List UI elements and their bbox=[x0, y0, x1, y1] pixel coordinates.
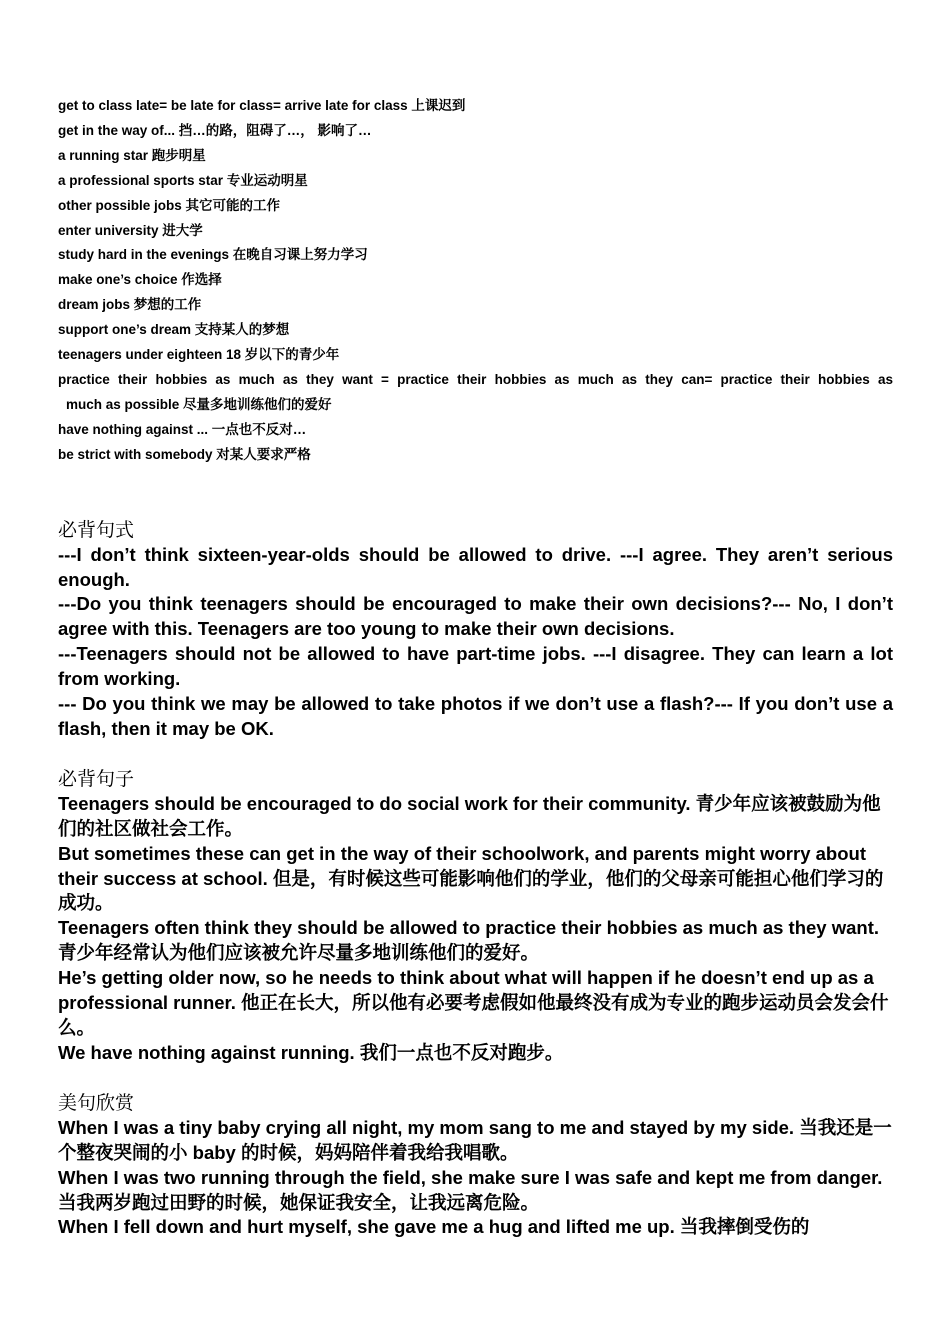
dialogue-line: ---I don’t think sixteen-year-olds should be allowed to drive. ---I agree. They aren’t serious enough. bbox=[58, 543, 893, 590]
phrase-item: have nothing against ... 一点也不反对… bbox=[58, 421, 307, 437]
phrase-item: be strict with somebody 对某人要求严格 bbox=[58, 446, 311, 462]
phrase-item-long: practice their hobbies as much as they want = practice their hobbies as much as they can= practice their hobbies as bbox=[58, 371, 893, 387]
section-title: 必背句子 bbox=[58, 768, 135, 790]
sentence-line: He’s getting older now, so he needs to think about what will happen if he doesn’t end up as a professional runner. 他正在长大，所以他有必要考虑假如他最终没有成为专业的跑步运动员会发会什么。 bbox=[58, 967, 889, 1038]
sentence-line: When I fell down and hurt myself, she gave me a hug and lifted me up. 当我摔倒受伤的 bbox=[58, 1216, 810, 1238]
dialogue-line: ---Teenagers should not be allowed to have part-time jobs. ---I disagree. They can learn a lot from working. bbox=[58, 643, 893, 690]
phrase-item-long-continued: much as possible 尽量多地训练他们的爱好 bbox=[66, 396, 332, 412]
phrase-item: other possible jobs 其它可能的工作 bbox=[58, 197, 281, 213]
phrase-item: get in the way of... 挡…的路，阻碍了…， 影响了… bbox=[58, 122, 372, 138]
sentence-line: Teenagers often think they should be allowed to practice their hobbies as much as they want. 青少年经常认为他们应该被允许尽量多地训练他们的爱好。 bbox=[58, 917, 880, 964]
phrase-item: dream jobs 梦想的工作 bbox=[58, 297, 202, 313]
phrase-list bbox=[58, 94, 893, 468]
section-sentence-patterns bbox=[58, 518, 893, 742]
dialogue-line: ---Do you think teenagers should be encouraged to make their own decisions?--- No, I don’t agree with this. Teenagers are too young to make their own decisions. bbox=[58, 593, 893, 640]
section-appreciation bbox=[58, 1091, 893, 1241]
phrase-item: get to class late= be late for class= arrive late for class 上课迟到 bbox=[58, 98, 466, 113]
spacer bbox=[58, 468, 893, 518]
section-key-sentences bbox=[58, 767, 893, 1066]
dialogue-line: --- Do you think we may be allowed to take photos if we don’t use a flash?--- If you don’t use a flash, then it may be OK. bbox=[58, 693, 893, 739]
section-title: 美句欣赏 bbox=[58, 1092, 135, 1114]
document-page bbox=[58, 94, 893, 1240]
sentence-line: When I was a tiny baby crying all night, my mom sang to me and stayed by my side. 当我还是一个整夜哭闹的小 baby 的时候，妈妈陪伴着我给我唱歌。 bbox=[58, 1116, 892, 1163]
phrase-item: teenagers under eighteen 18 岁以下的青少年 bbox=[58, 347, 340, 363]
spacer bbox=[58, 742, 893, 767]
phrase-item: study hard in the evenings 在晚自习课上努力学习 bbox=[58, 247, 368, 263]
sentence-line: We have nothing against running. 我们一点也不反对跑步。 bbox=[58, 1041, 564, 1063]
section-title: 必背句式 bbox=[58, 519, 135, 541]
phrase-item: support one’s dream 支持某人的梦想 bbox=[58, 322, 290, 338]
phrase-item: a running star 跑步明星 bbox=[58, 147, 206, 163]
sentence-line: But sometimes these can get in the way of their schoolwork, and parents might worry about their success at school. 但是，有时候这些可能影响他们的学业，他们的父母亲可能担心他们学习的成功。 bbox=[58, 842, 884, 914]
phrase-item: enter university 进大学 bbox=[58, 222, 203, 238]
sentence-line: Teenagers should be encouraged to do social work for their community. 青少年应该被鼓励为他们的社区做社会工作。 bbox=[58, 792, 881, 839]
phrase-item: make one’s choice 作选择 bbox=[58, 272, 222, 288]
phrase-item: a professional sports star 专业运动明星 bbox=[58, 172, 308, 188]
sentence-line: When I was two running through the field, she make sure I was safe and kept me from danger.当我两岁跑过田野的时候，她保证我安全，让我远离危险。 bbox=[58, 1166, 883, 1213]
spacer bbox=[58, 1066, 893, 1091]
